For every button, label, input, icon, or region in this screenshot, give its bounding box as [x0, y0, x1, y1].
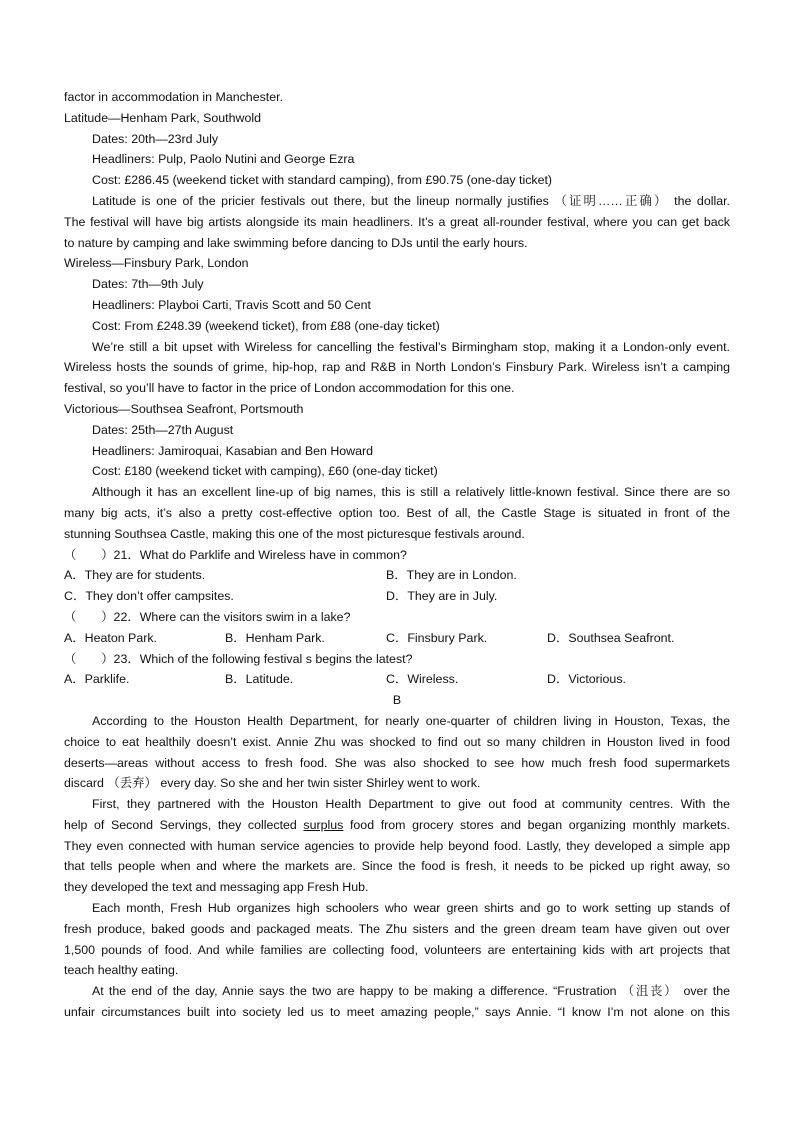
text-line: Each month, Fresh Hub organizes high schoolers who wear green shirts and go to work setting up stands of	[92, 901, 730, 916]
latitude-headliners: Headliners: Pulp, Paolo Nutini and George Ezra	[92, 152, 355, 167]
victorious-headliners: Headliners: Jamiroquai, Kasabian and Ben Howard	[92, 443, 374, 458]
wireless-headliners: Headliners: Playboi Carti, Travis Scott and 50 Cent	[92, 297, 371, 312]
text-line: The festival will have big artists alongside its main headliners. It’s a great all-rounder festival, where you can get back	[64, 214, 730, 229]
option-c: C．They don’t offer campsites.	[64, 589, 234, 604]
option-d: D．Southsea Seafront.	[547, 630, 675, 645]
text-line: teach healthy eating.	[64, 963, 179, 978]
text-line: choice to eat healthily doesn’t exist. Annie Zhu was shocked to find out so many children in Houston lived in food	[64, 734, 730, 749]
option-c: C．Finsbury Park.	[386, 630, 488, 645]
option-d: D．They are in July.	[386, 589, 498, 604]
text-line: unfair circumstances built into society led us to meet amazing people,” says Annie. “I know I’m not alone on this	[64, 1005, 730, 1020]
question-21: （ ）21．What do Parklife and Wireless have in common?	[64, 547, 407, 562]
question-23-options	[64, 669, 730, 690]
text-line: factor in accommodation in Manchester.	[64, 90, 284, 104]
victorious-dates: Dates: 25th—27th August	[92, 422, 234, 437]
text-line: At the end of the day, Annie says the two are happy to be making a difference. “Frustration （沮丧） over the	[92, 984, 730, 999]
latitude-dates: Dates: 20th—23rd July	[92, 131, 219, 146]
text-line: they developed the text and messaging app Fresh Hub.	[64, 880, 369, 895]
festival-heading-wireless: Wireless—Finsbury Park, London	[64, 256, 249, 271]
document-page	[64, 87, 730, 1023]
wireless-cost: Cost: From £248.39 (weekend ticket), from £88 (one-day ticket)	[92, 318, 440, 333]
option-a: A．Parklife.	[64, 672, 130, 687]
question-21-options	[64, 586, 730, 607]
text-line: First, they partnered with the Houston Health Department to give out food at community centres. With the	[92, 797, 730, 812]
option-b: B．Latitude.	[225, 672, 294, 687]
latitude-cost: Cost: £286.45 (weekend ticket with standard camping), from £90.75 (one-day ticket)	[92, 173, 553, 188]
text-line: According to the Houston Health Department, for nearly one-quarter of children living in Houston, Texas, the	[92, 713, 730, 728]
wireless-dates: Dates: 7th—9th July	[92, 277, 204, 292]
text-line: many big acts, it’s also a pretty cost-effective option too. Best of all, the Castle Stage is situated in front of the	[64, 505, 730, 520]
text-line: festival, so you’ll have to factor in the price of London accommodation for this one.	[64, 381, 515, 396]
option-d: D．Victorious.	[547, 672, 626, 687]
option-a: A．They are for students.	[64, 568, 206, 583]
text-line: deserts—areas without access to fresh food. She was also shocked to see how much fresh food supermarkets	[64, 755, 730, 770]
text-line: stunning Southsea Castle, making this one of the most picturesque festivals around.	[64, 526, 525, 541]
section-b-heading: B	[392, 693, 402, 708]
text-line: fresh produce, baked goods and packaged meats. The Zhu sisters and the green dream team have given out over	[64, 921, 730, 936]
option-b: B．They are in London.	[386, 568, 517, 583]
festival-heading-victorious: Victorious—Southsea Seafront, Portsmouth	[64, 401, 304, 416]
text-segment: food from grocery stores and began organizing monthly markets.	[343, 817, 730, 832]
text-line: Although it has an excellent line-up of big names, this is still a relatively little-known festival. Since there are so	[92, 485, 730, 500]
text-line: Latitude is one of the pricier festivals out there, but the lineup normally justifies （证明……正确） the dollar.	[92, 193, 730, 208]
text-line: discard （丢弃） every day. So she and her twin sister Shirley went to work.	[64, 776, 481, 791]
underlined-word-surplus: surplus	[303, 817, 344, 832]
text-line: We’re still a bit upset with Wireless for cancelling the festival’s Birmingham stop, making it a London-only event.	[92, 339, 730, 354]
text-line: 1,500 pounds of food. And while families are collecting food, volunteers are entertaining kids with art projects that	[64, 942, 730, 957]
text-line: that tells people when and where the markets are. Since the food is fresh, it needs to be picked up right away, so	[64, 859, 730, 874]
text-line: Wireless hosts the sounds of grime, hip-hop, rap and R&B in North London’s Finsbury Park. Wireless isn’t a camping	[64, 360, 730, 375]
text-line: They even connected with human service agencies to provide help beyond food. Lastly, they developed a simple app	[64, 838, 730, 853]
question-23: （ ）23．Which of the following festival s begins the latest?	[64, 651, 413, 666]
option-a: A．Heaton Park.	[64, 630, 157, 645]
option-c: C．Wireless.	[386, 672, 459, 687]
victorious-cost: Cost: £180 (weekend ticket with camping), £60 (one-day ticket)	[92, 464, 438, 479]
festival-heading-latitude: Latitude—Henham Park, Southwold	[64, 110, 261, 125]
option-b: B．Henham Park.	[225, 630, 325, 645]
text-line: to nature by camping and lake swimming before dancing to DJs until the early hours.	[64, 235, 528, 250]
text-segment: help of Second Servings, they collected	[64, 817, 304, 832]
question-22-options	[64, 628, 730, 649]
question-22: （ ）22．Where can the visitors swim in a lake?	[64, 609, 351, 624]
text-line	[64, 815, 730, 836]
question-21-options	[64, 565, 730, 586]
